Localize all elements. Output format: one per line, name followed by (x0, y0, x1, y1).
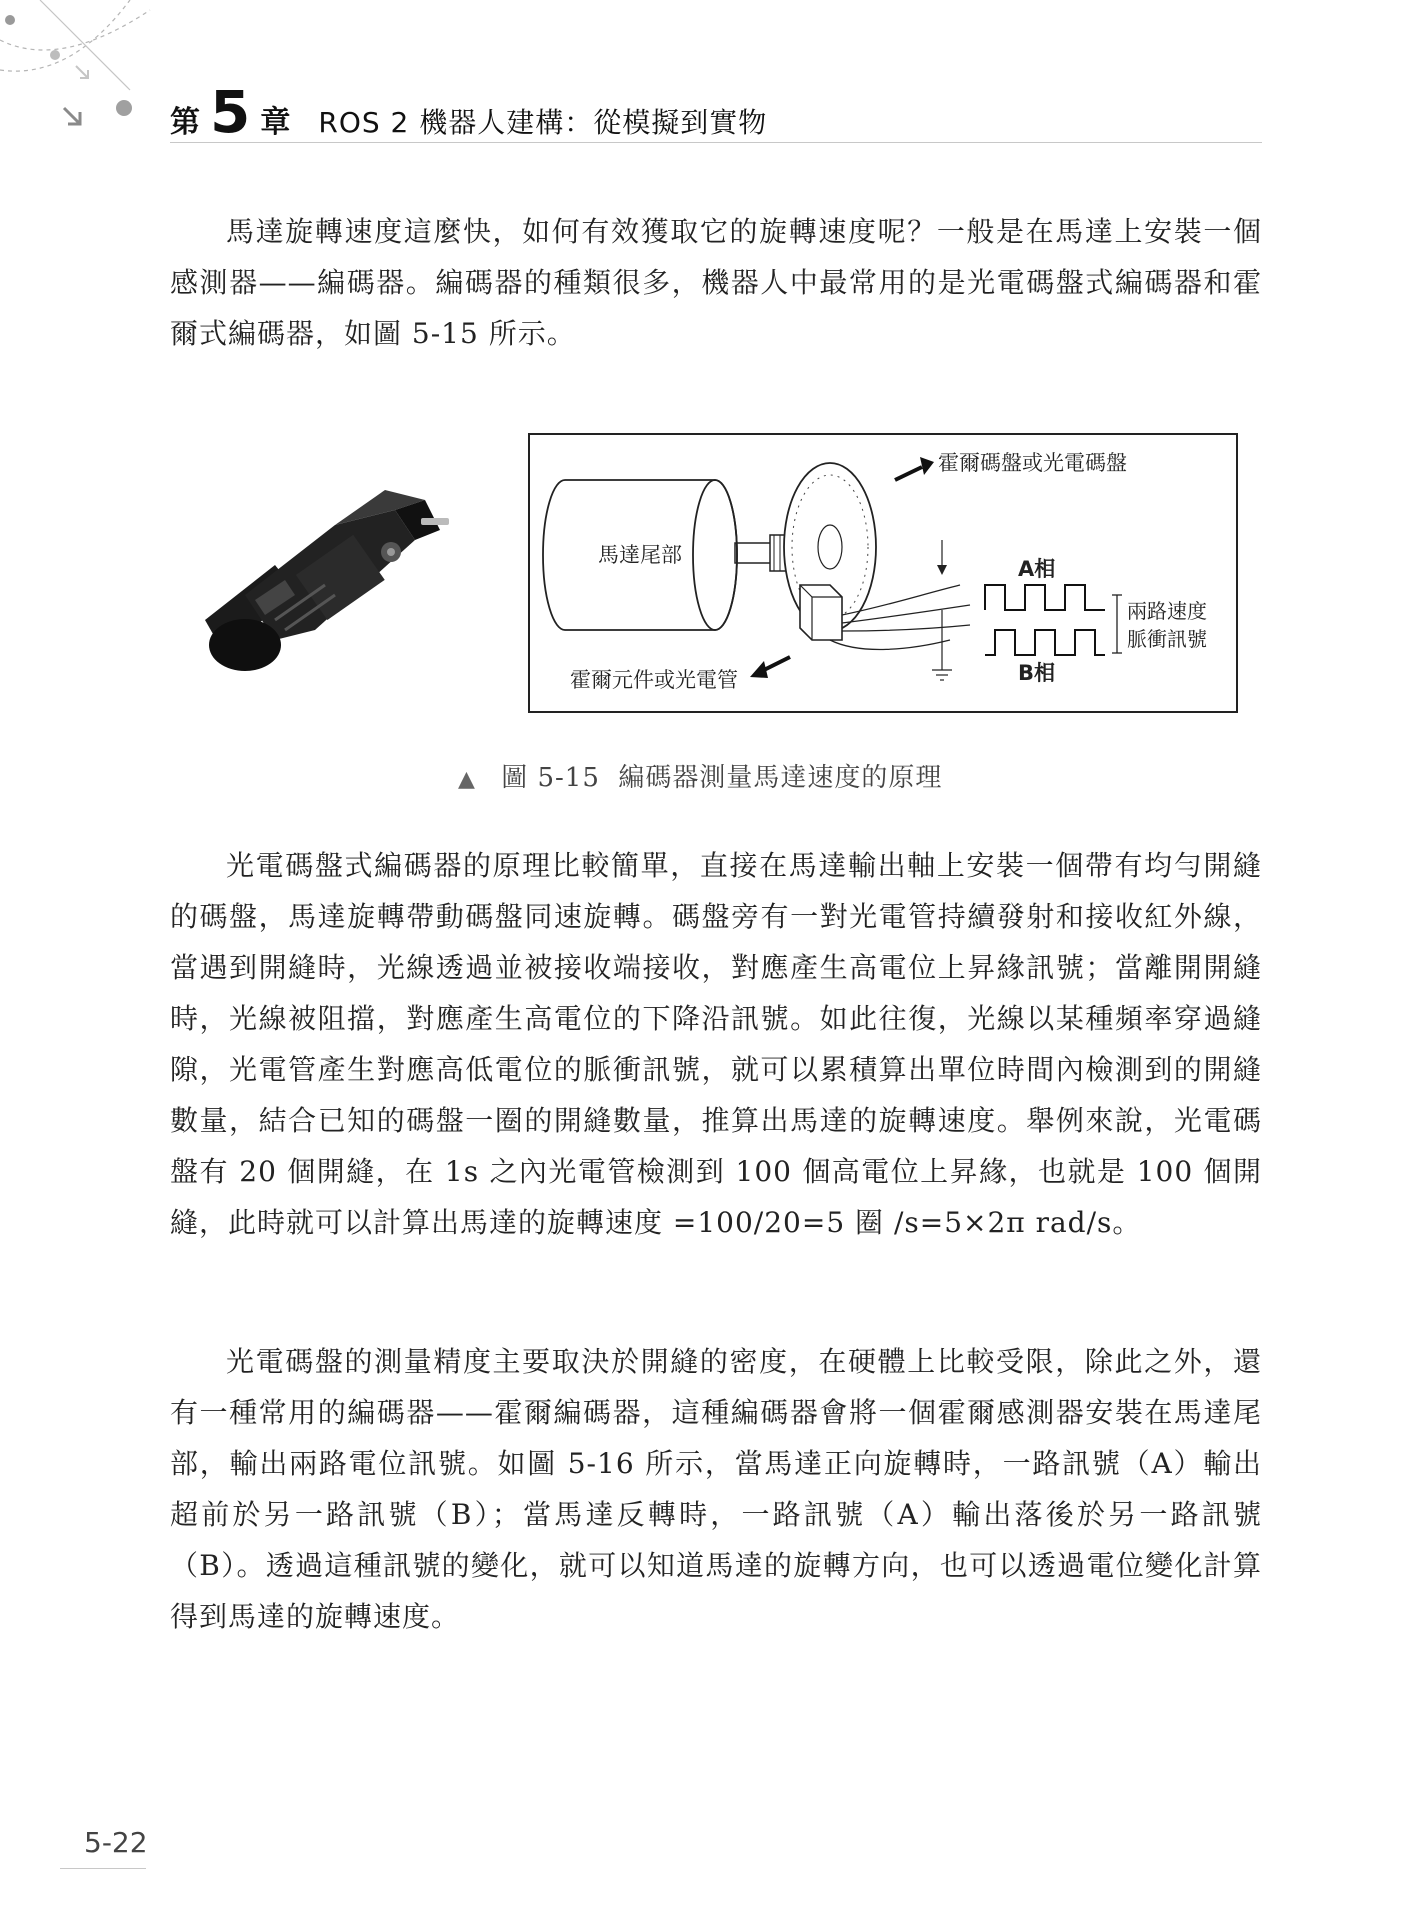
sensor-label: 霍爾元件或光電管 (570, 668, 738, 692)
caption-triangle-icon: ▲ (458, 767, 476, 792)
paragraph-intro: 馬達旋轉速度這麼快，如何有效獲取它的旋轉速度呢？一般是在馬達上安裝一個感測器——編碼器。編碼器的種類很多，機器人中最常用的是光電碼盤式編碼器和霍爾式編碼器，如圖 5-15 所示。 (170, 215, 1262, 350)
encoder-motor-photo (185, 470, 455, 700)
chapter-title: ROS 2 機器人建構：從模擬到實物 (318, 106, 768, 139)
motor-tail-label: 馬達尾部 (598, 543, 682, 567)
chapter-suffix: 章 (260, 105, 291, 140)
disc-label: 霍爾碼盤或光電碼盤 (938, 451, 1127, 475)
chapter-prefix: 第 (170, 105, 200, 140)
page-rule (60, 1868, 146, 1869)
phase-b-label: B相 (1018, 661, 1056, 685)
chapter-number: 5 (210, 78, 251, 146)
encoder-diagram (528, 433, 1238, 713)
corner-ornament (0, 0, 170, 140)
pulse-label-line2: 脈衝訊號 (1127, 627, 1207, 651)
chapter-heading (170, 78, 768, 146)
chapter-header (170, 78, 1262, 146)
page-number: 5-22 (84, 1826, 148, 1859)
figure-caption (458, 757, 942, 794)
phase-a-label: A相 (1018, 557, 1056, 581)
pulse-label-line1: 兩路速度 (1127, 599, 1207, 623)
paragraph-hall-encoder: 光電碼盤的測量精度主要取決於開縫的密度，在硬體上比較受限，除此之外，還有一種常用的編碼器——霍爾編碼器，這種編碼器會將一個霍爾感測器安裝在馬達尾部，輸出兩路電位訊號。如圖 5-16 所示，當馬達正向旋轉時，一路訊號（A）輸出超前於另一路訊號（B）；當馬達反轉時，一路訊號（A）輸出落後於另一路訊號（B）。透過這種訊號的變化，就可以知道馬達的旋轉方向，也可以透過電位變化計算得到馬達的旋轉速度。 (170, 1345, 1262, 1633)
caption-text: 圖 5-15 編碼器測量馬達速度的原理 (501, 763, 943, 793)
paragraph-optical-encoder: 光電碼盤式編碼器的原理比較簡單，直接在馬達輸出軸上安裝一個帶有均勻開縫的碼盤，馬達旋轉帶動碼盤同速旋轉。碼盤旁有一對光電管持續發射和接收紅外線，當遇到開縫時，光線透過並被接收端接收，對應產生高電位上昇緣訊號；當離開開縫時，光線被阻擋，對應產生高電位的下降沿訊號。如此往復，光線以某種頻率穿過縫隙，光電管產生對應高低電位的脈衝訊號，就可以累積算出單位時間內檢測到的開縫數量，結合已知的碼盤一圈的開縫數量，推算出馬達的旋轉速度。舉例來說，光電碼盤有 20 個開縫，在 1s 之內光電管檢測到 100 個高電位上昇緣，也就是 100 個開縫，此時就可以計算出馬達的旋轉速度 =100/20=5 圈 /s=5×2π rad/s。 (170, 849, 1262, 1239)
